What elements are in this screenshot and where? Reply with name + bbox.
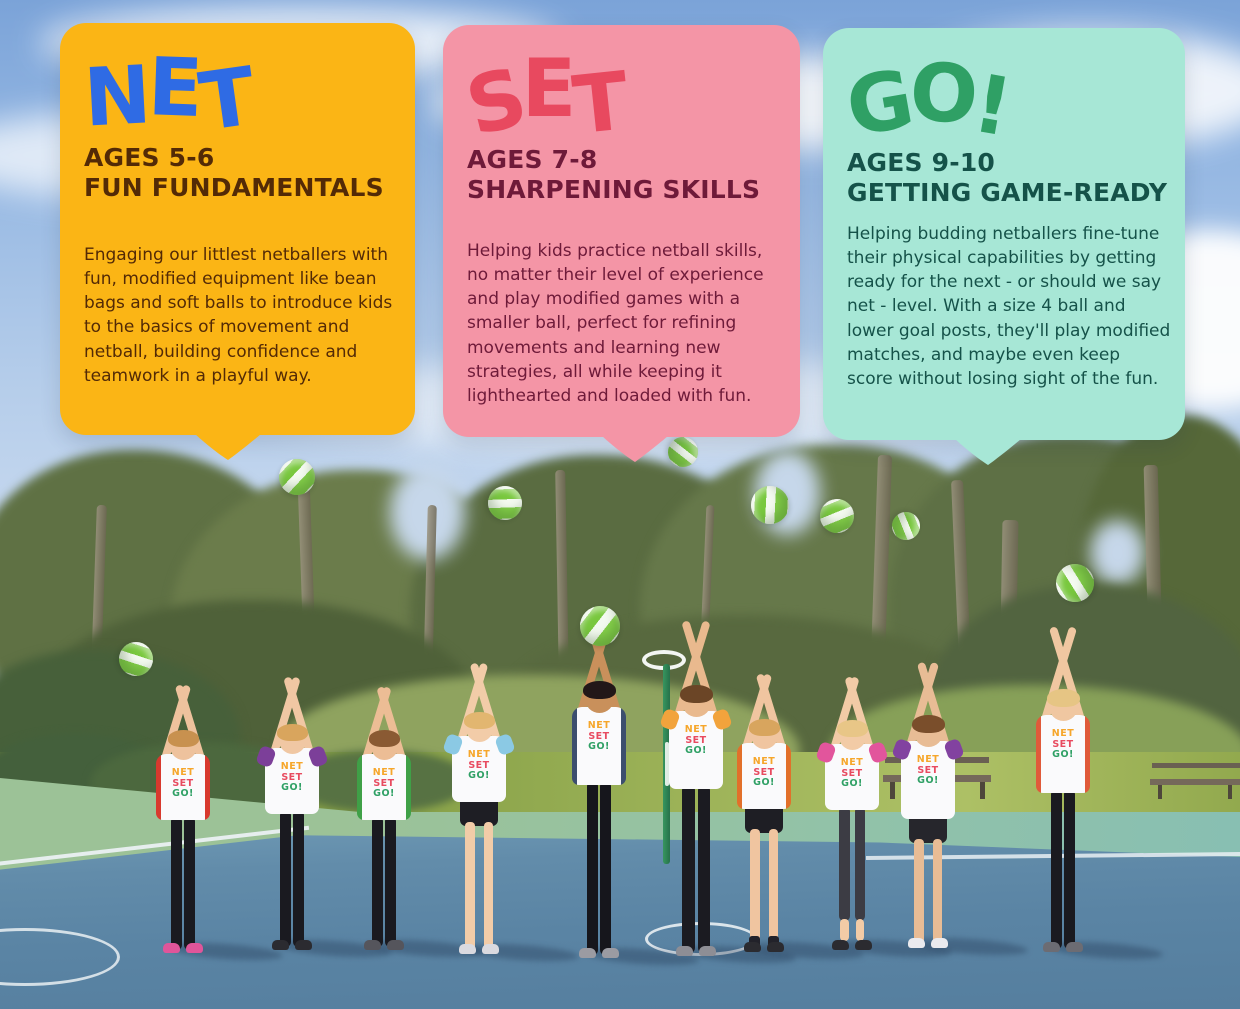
shirt-logo-word: GO!: [917, 775, 939, 787]
card-title-letter: S: [457, 50, 533, 155]
shirt-logo: [669, 725, 723, 757]
child-shoe: [459, 944, 476, 954]
sky-gap: [1090, 520, 1145, 585]
shirt-logo: [901, 755, 955, 787]
card-title-letter: T: [569, 54, 631, 153]
shirt-logo: [1036, 729, 1090, 761]
child-shoe: [1066, 942, 1083, 952]
child-leg: [839, 806, 850, 921]
shirt-logo-word: SET: [917, 764, 939, 776]
child-shoe: [602, 948, 619, 958]
shirt-logo-word: GO!: [753, 777, 775, 789]
shirt-logo-word: SET: [468, 759, 490, 771]
card-title-letter: E: [521, 42, 574, 135]
child-leg: [750, 829, 760, 949]
child-leg: [856, 919, 865, 941]
child-shoe: [387, 940, 404, 950]
child-hair: [837, 720, 868, 737]
card-age: AGES 7-8: [467, 145, 598, 174]
child-hair: [369, 730, 400, 747]
child-hair: [583, 681, 616, 699]
card-age: AGES 5-6: [84, 143, 215, 172]
child-shoe: [744, 942, 761, 952]
shirt-logo-word: NET: [280, 761, 304, 772]
card-tail: [600, 436, 670, 463]
shirt-logo-word: GO!: [685, 745, 707, 757]
shirt-logo-word: NET: [916, 754, 940, 765]
child-leg: [855, 806, 866, 921]
shirt-logo-word: NET: [372, 767, 396, 778]
child-leg: [840, 919, 849, 941]
info-card-go: [823, 28, 1185, 440]
child-leg: [484, 822, 494, 951]
card-tail: [953, 439, 1023, 466]
child-hair: [749, 719, 780, 736]
card-title: [81, 40, 258, 150]
child-leg: [914, 839, 924, 945]
card-heading: [847, 148, 1169, 208]
card-title-letter: E: [146, 40, 202, 135]
child-leg: [769, 829, 779, 949]
shirt-logo-word: SET: [588, 730, 610, 742]
child-leg: [933, 839, 943, 945]
child-hair: [1047, 689, 1080, 707]
park-bench: [1152, 763, 1240, 768]
child-leg: [465, 822, 475, 951]
child-shoe: [855, 940, 872, 950]
shirt-logo-word: SET: [281, 771, 303, 783]
card-body: Helping kids practice netball skills, no matter their level of experience and play modified games with a smaller ball, perfect for refining movements and learning new strategies, all while keeping it lighthearted and loaded with fun.: [467, 241, 764, 406]
card-heading: [467, 145, 784, 205]
shirt-logo-word: GO!: [1052, 749, 1074, 761]
shirt-logo-word: NET: [1051, 728, 1075, 739]
card-title: [457, 42, 631, 155]
card-heading: [84, 143, 399, 203]
info-card-set: [443, 25, 800, 437]
shirt-logo-word: GO!: [468, 770, 490, 782]
child-leg: [385, 816, 396, 947]
shirt-logo-word: GO!: [373, 788, 395, 800]
card-tail: [193, 434, 263, 461]
card-title-letter: O: [907, 45, 978, 142]
shirt-logo-word: NET: [467, 749, 491, 760]
child-shoe: [272, 940, 289, 950]
child-leg: [1051, 789, 1062, 949]
card-age: AGES 9-10: [847, 148, 996, 177]
shirt-logo: [825, 758, 879, 790]
card-body: Helping budding netballers fine-tune their physical capabilities by getting ready for the next - or should we say net - level. With a size 4 ball and lower goal posts, they'll play modified matches, and maybe even keep score without losing sight of the fun.: [847, 224, 1171, 389]
shirt-logo-word: GO!: [281, 782, 303, 794]
shirt-logo-word: SET: [685, 734, 707, 746]
shirt-logo-word: NET: [587, 720, 611, 731]
child-hair: [168, 730, 199, 747]
card-title-letter: G: [839, 52, 918, 155]
child-leg: [587, 781, 598, 955]
shirt-logo-word: NET: [171, 767, 195, 778]
child-shoe: [364, 940, 381, 950]
card-title-letter: !: [966, 56, 1016, 155]
card-subtitle: SHARPENING SKILLS: [467, 175, 761, 204]
park-bench-leg: [1228, 785, 1232, 799]
child-leg: [682, 785, 695, 953]
child-shoe: [908, 938, 925, 948]
child-leg: [184, 816, 195, 950]
park-bench-leg: [890, 782, 895, 799]
shirt-logo: [452, 750, 506, 782]
shirt-logo-word: NET: [684, 724, 708, 735]
child-shoe: [295, 940, 312, 950]
shirt-logo: [265, 762, 319, 794]
shirt-logo-word: SET: [841, 767, 863, 779]
card-title: [839, 45, 1016, 155]
shirt-logo-word: SET: [753, 766, 775, 778]
shirt-logo-word: GO!: [841, 778, 863, 790]
child-hair: [680, 685, 713, 703]
shirt-logo-word: NET: [752, 756, 776, 767]
park-bench: [1150, 779, 1240, 785]
shirt-logo-word: SET: [373, 777, 395, 789]
child-shoe: [482, 944, 499, 954]
shirt-logo-word: SET: [1052, 738, 1074, 750]
child-shoe: [931, 938, 948, 948]
card-subtitle: FUN FUNDAMENTALS: [84, 173, 384, 202]
card-title-letter: T: [193, 49, 258, 150]
child-leg: [293, 810, 304, 947]
shirt-logo: [737, 757, 791, 789]
child-shoe: [186, 943, 203, 953]
shirt-logo-word: NET: [840, 757, 864, 768]
park-bench-leg: [980, 782, 985, 799]
shirt-logo: [156, 768, 210, 800]
child-shoe: [163, 943, 180, 953]
child-hair: [912, 715, 945, 733]
child-hair: [464, 712, 495, 729]
shirt-logo-word: GO!: [172, 788, 194, 800]
card-subtitle: GETTING GAME-READY: [847, 178, 1168, 207]
child-shoe: [699, 946, 716, 956]
child-shoe: [1043, 942, 1060, 952]
child-leg: [1064, 789, 1075, 949]
child-leg: [280, 810, 291, 947]
child-leg: [372, 816, 383, 947]
shirt-logo: [357, 768, 411, 800]
child-shoe: [579, 948, 596, 958]
shirt-logo-word: GO!: [588, 741, 610, 753]
child-leg: [600, 781, 611, 955]
park-bench-leg: [1158, 785, 1162, 799]
child-shoe: [832, 940, 849, 950]
child-shoe: [767, 942, 784, 952]
child-hair: [277, 724, 308, 741]
child-leg: [171, 816, 182, 950]
child-leg: [698, 785, 711, 953]
shirt-logo: [572, 721, 626, 753]
child-shoe: [676, 946, 693, 956]
shirt-logo-word: SET: [172, 777, 194, 789]
info-card-net: [60, 23, 415, 435]
card-body: Engaging our littlest netballers with fun, modified equipment like bean bags and soft balls to introduce kids to the basics of movement and netball, building confidence and teamwork in a playful way.: [84, 245, 393, 386]
card-title-letter: N: [81, 48, 151, 145]
